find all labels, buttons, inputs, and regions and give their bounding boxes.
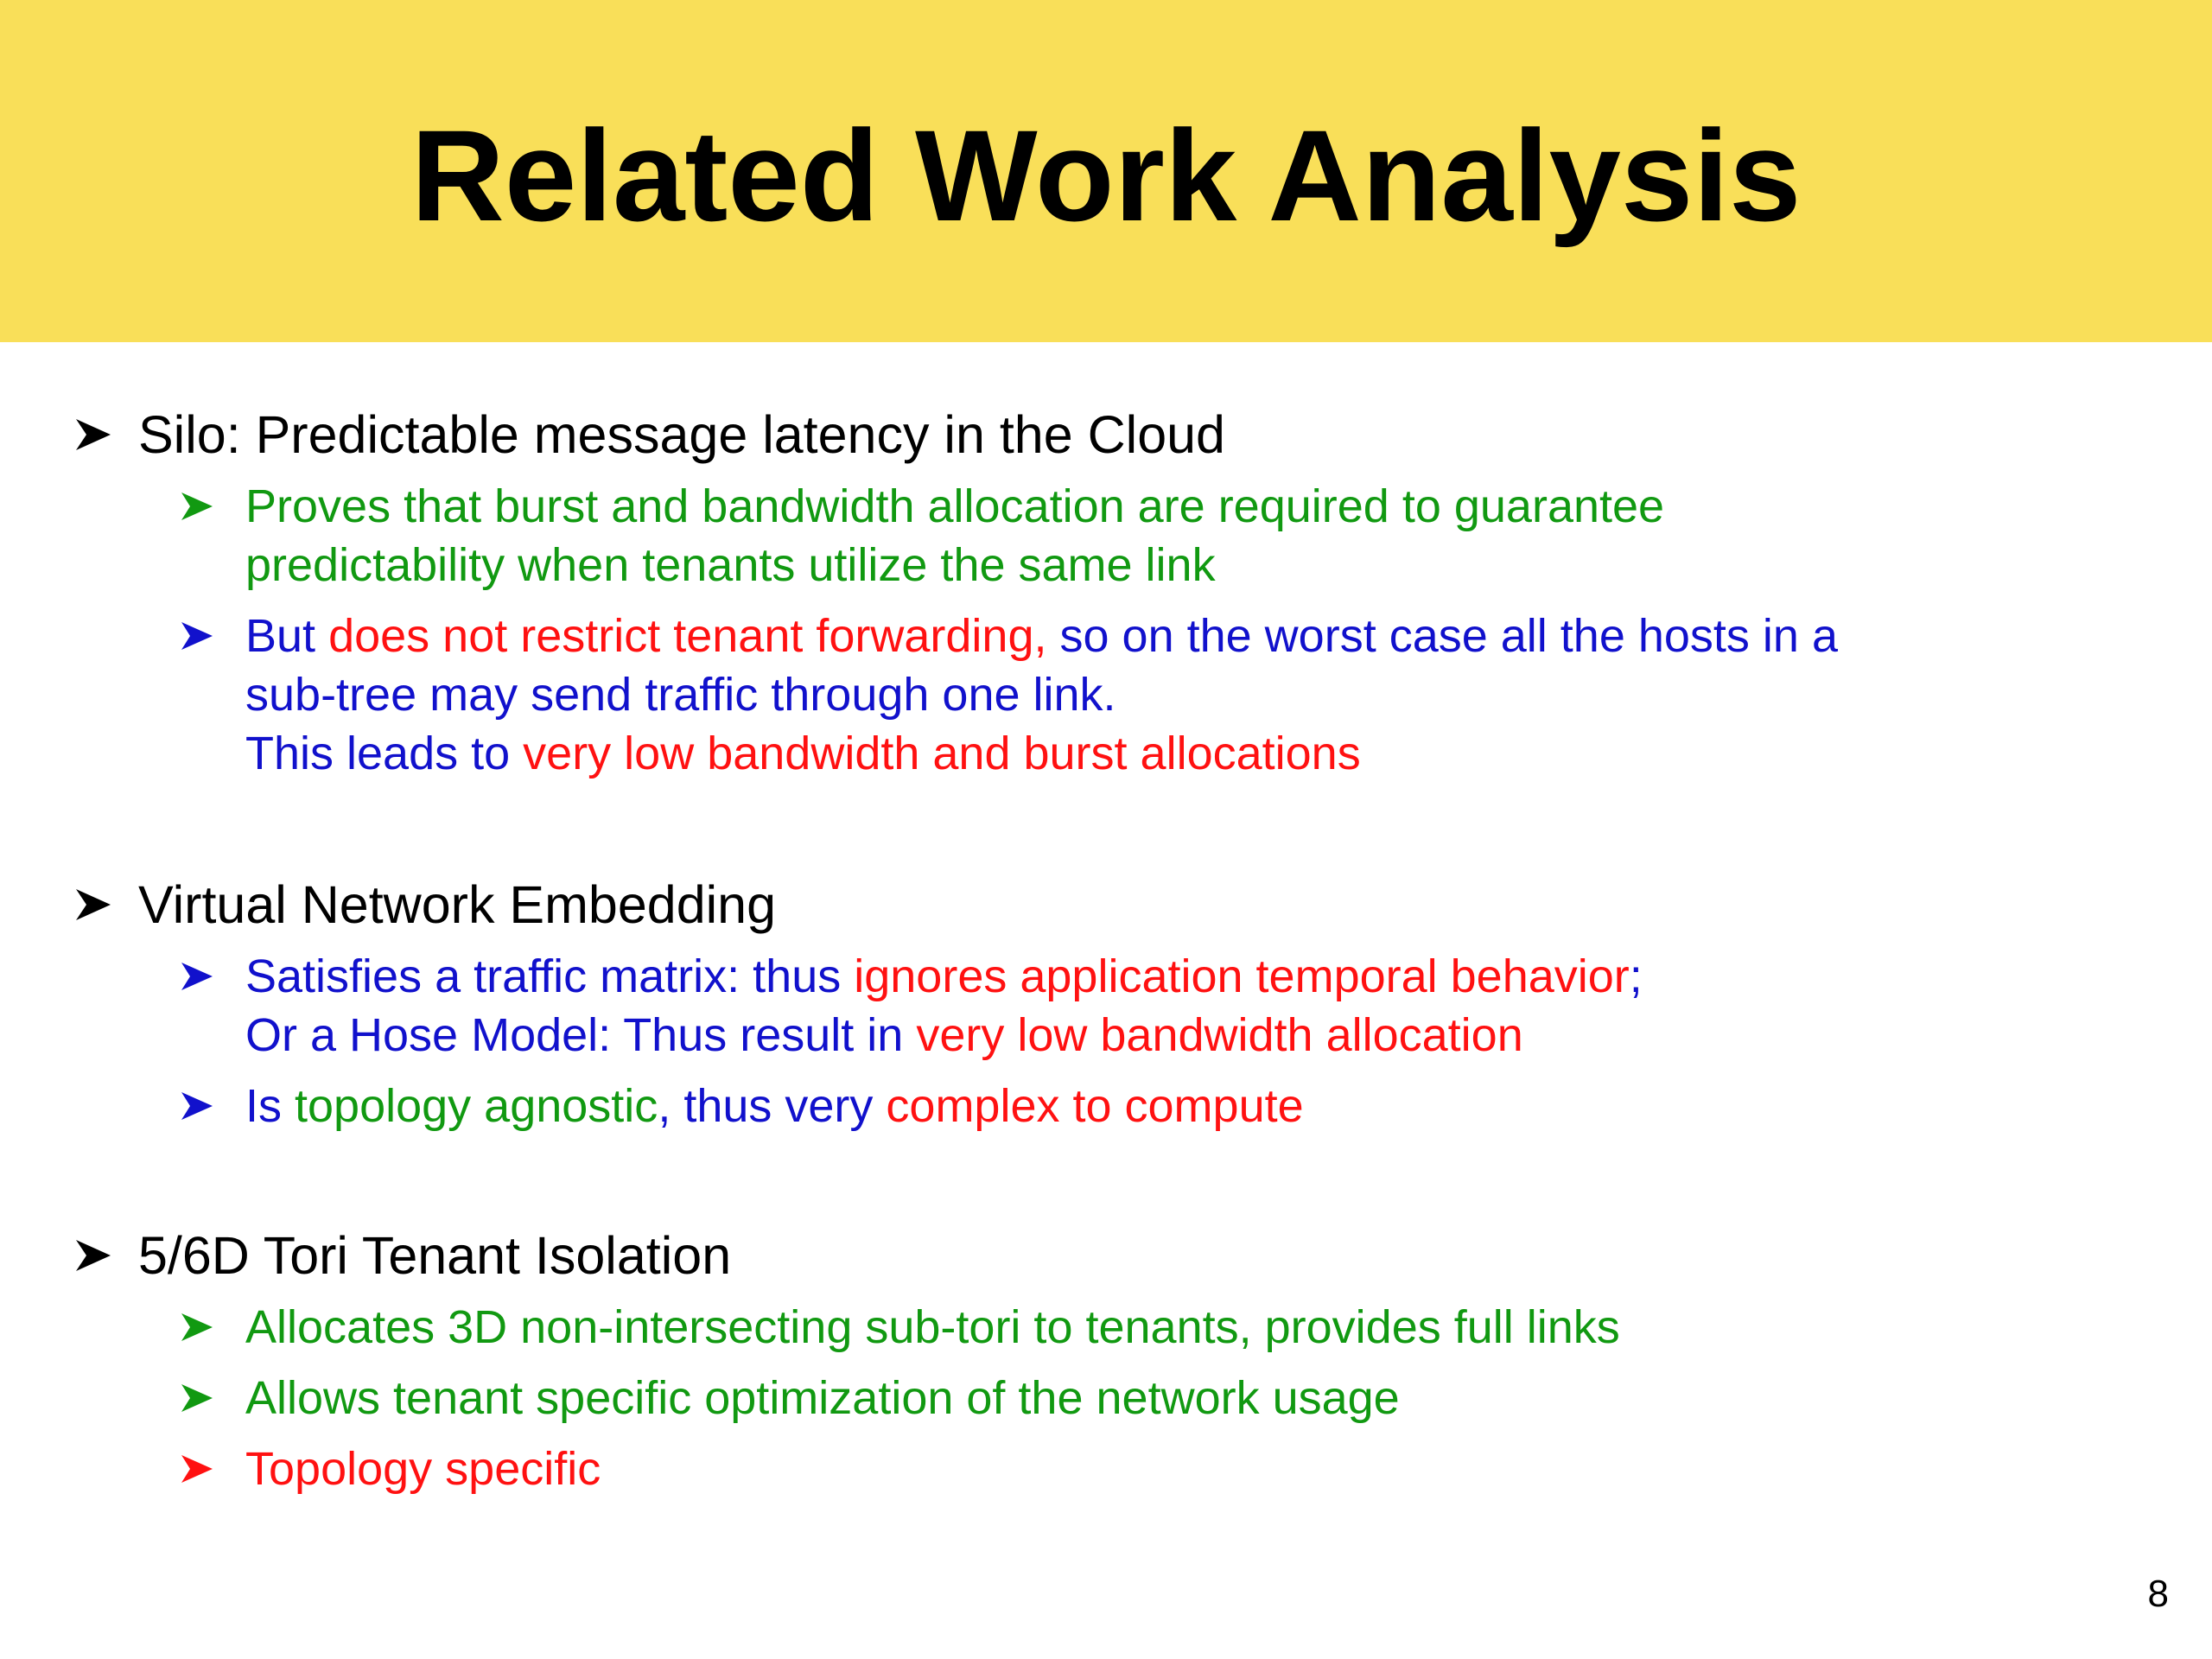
text-run: Allocates 3D non-intersecting sub-tori to tenants, provides full links [245, 1301, 1620, 1353]
bullet-item [245, 1298, 1620, 1357]
bullet-item-continuation [245, 536, 1216, 594]
text-run: Satisfies a traffic matrix: thus [245, 950, 855, 1002]
text-run-highlight: does not restrict tenant forwarding, [328, 610, 1047, 662]
text-run: predictability when tenants utilize the same link [245, 539, 1216, 591]
bullet-item [245, 1440, 601, 1498]
arrow-bullet-icon [180, 947, 214, 1006]
arrow-bullet-icon [180, 1298, 214, 1357]
bullet-item-continuation [245, 665, 1116, 724]
section-heading-tori [138, 1225, 731, 1286]
text-run: But [245, 610, 329, 662]
text-run: Or a Hose Model: Thus result in [245, 1009, 917, 1061]
bullet-item [245, 477, 1664, 536]
text-run: Proves that burst and bandwidth allocation are required to guarantee [245, 480, 1665, 532]
slide-title: Related Work Analysis [410, 103, 1802, 248]
section-heading-silo [138, 404, 1225, 465]
arrow-bullet-icon [74, 1225, 112, 1286]
bullet-item [245, 1369, 1400, 1427]
section-heading-text: Virtual Network Embedding [138, 875, 777, 934]
text-run: ; [1629, 950, 1643, 1002]
arrow-bullet-icon [180, 1369, 214, 1427]
text-run: so on the worst case all the hosts in a [1046, 610, 1838, 662]
bullet-item-continuation [245, 724, 1361, 783]
arrow-bullet-icon [180, 1077, 214, 1135]
bullet-item [245, 607, 1838, 665]
arrow-bullet-icon [180, 477, 214, 536]
bullet-item [245, 1077, 1304, 1135]
arrow-bullet-icon [74, 874, 112, 935]
arrow-bullet-icon [180, 1440, 214, 1498]
bullet-item [245, 947, 1643, 1006]
arrow-bullet-icon [180, 607, 214, 665]
text-run: sub-tree may send traffic through one link. [245, 669, 1116, 721]
text-run-highlight: very low bandwidth allocation [916, 1009, 1523, 1061]
text-run: This leads to [245, 728, 524, 779]
text-run-highlight: Topology specific [245, 1443, 601, 1495]
text-run-highlight: very low bandwidth and burst allocations [523, 728, 1361, 779]
text-run-highlight: topology agnostic [295, 1080, 658, 1132]
section-heading-text: 5/6D Tori Tenant Isolation [138, 1226, 732, 1285]
text-run: , thus very [658, 1080, 887, 1132]
text-run: Allows tenant specific optimization of the network usage [245, 1372, 1400, 1424]
page-number: 8 [2147, 1573, 2169, 1615]
text-run-highlight: complex to compute [886, 1080, 1304, 1132]
bullet-item-continuation [245, 1006, 1523, 1065]
text-run: Is [245, 1080, 296, 1132]
text-run-highlight: ignores application temporal behavior [854, 950, 1630, 1002]
arrow-bullet-icon [74, 404, 112, 465]
section-heading-vne [138, 874, 776, 935]
section-heading-text: Silo: Predictable message latency in the Cloud [138, 405, 1225, 464]
